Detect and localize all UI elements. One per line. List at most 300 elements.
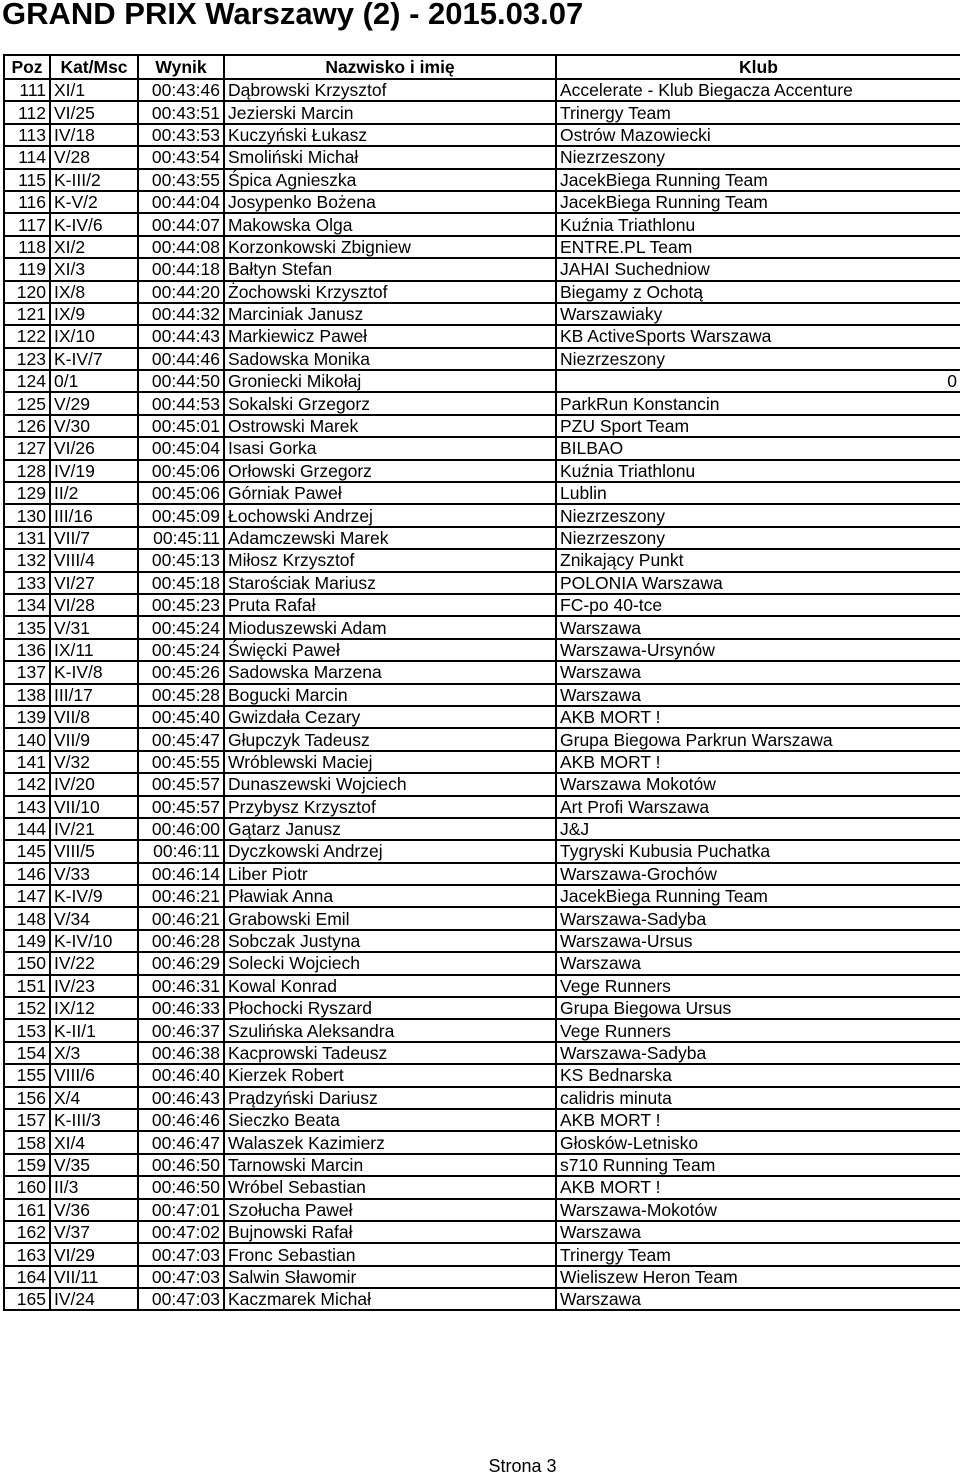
cell-name: Isasi Gorka	[224, 437, 556, 459]
table-row	[4, 751, 960, 773]
table-row	[4, 213, 960, 235]
cell-name: Kacprowski Tadeusz	[224, 1042, 556, 1064]
cell-position: 117	[4, 213, 50, 235]
cell-position: 143	[4, 796, 50, 818]
cell-result: 00:44:46	[138, 348, 224, 370]
cell-club: Warszawa-Ursus	[556, 930, 960, 952]
cell-position: 121	[4, 303, 50, 325]
cell-category: IX/10	[50, 325, 138, 347]
cell-name: Łochowski Andrzej	[224, 504, 556, 526]
cell-name: Głupczyk Tadeusz	[224, 728, 556, 750]
cell-position: 165	[4, 1288, 50, 1310]
cell-position: 113	[4, 124, 50, 146]
cell-position: 112	[4, 101, 50, 123]
cell-name: Wróbel Sebastian	[224, 1176, 556, 1198]
cell-position: 149	[4, 930, 50, 952]
cell-club: Niezrzeszony	[556, 527, 960, 549]
table-header-row	[4, 55, 960, 79]
cell-result: 00:44:08	[138, 236, 224, 258]
cell-name: Kowal Konrad	[224, 975, 556, 997]
cell-category: VI/29	[50, 1243, 138, 1265]
cell-result: 00:46:28	[138, 930, 224, 952]
cell-name: Solecki Wojciech	[224, 952, 556, 974]
table-row	[4, 594, 960, 616]
cell-category: VII/7	[50, 527, 138, 549]
cell-result: 00:46:11	[138, 840, 224, 862]
cell-name: Sokalski Grzegorz	[224, 392, 556, 414]
cell-category: K-III/3	[50, 1109, 138, 1131]
cell-club: Biegamy z Ochotą	[556, 281, 960, 303]
table-row	[4, 370, 960, 392]
table-row	[4, 325, 960, 347]
cell-position: 161	[4, 1199, 50, 1221]
cell-result: 00:45:40	[138, 706, 224, 728]
table-row	[4, 1019, 960, 1041]
results-table	[3, 54, 960, 1311]
cell-category: V/34	[50, 907, 138, 929]
cell-result: 00:46:33	[138, 997, 224, 1019]
cell-position: 131	[4, 527, 50, 549]
cell-club: Kuźnia Triathlonu	[556, 460, 960, 482]
cell-category: VIII/5	[50, 840, 138, 862]
cell-category: IV/22	[50, 952, 138, 974]
header-category: Kat/Msc	[50, 55, 138, 79]
cell-result: 00:45:55	[138, 751, 224, 773]
table-row	[4, 1176, 960, 1198]
table-row	[4, 1109, 960, 1131]
cell-category: XI/1	[50, 79, 138, 101]
cell-club: Warszawa	[556, 952, 960, 974]
cell-name: Adamczewski Marek	[224, 527, 556, 549]
cell-position: 142	[4, 773, 50, 795]
cell-name: Marciniak Janusz	[224, 303, 556, 325]
cell-result: 00:43:54	[138, 146, 224, 168]
table-row	[4, 1243, 960, 1265]
cell-club: Warszawa-Ursynów	[556, 639, 960, 661]
cell-result: 00:44:20	[138, 281, 224, 303]
cell-result: 00:46:29	[138, 952, 224, 974]
table-row	[4, 997, 960, 1019]
cell-club: 0	[556, 370, 960, 392]
cell-result: 00:44:53	[138, 392, 224, 414]
cell-name: Pławiak Anna	[224, 885, 556, 907]
cell-club: Grupa Biegowa Ursus	[556, 997, 960, 1019]
cell-name: Dyczkowski Andrzej	[224, 840, 556, 862]
table-row	[4, 146, 960, 168]
cell-name: Miłosz Krzysztof	[224, 549, 556, 571]
cell-name: Josypenko Bożena	[224, 191, 556, 213]
cell-category: IV/23	[50, 975, 138, 997]
cell-position: 150	[4, 952, 50, 974]
cell-club: Ostrów Mazowiecki	[556, 124, 960, 146]
cell-category: XI/4	[50, 1131, 138, 1153]
cell-name: Grabowski Emil	[224, 907, 556, 929]
cell-position: 130	[4, 504, 50, 526]
cell-result: 00:45:09	[138, 504, 224, 526]
cell-position: 162	[4, 1221, 50, 1243]
cell-category: V/36	[50, 1199, 138, 1221]
cell-result: 00:45:06	[138, 460, 224, 482]
table-row	[4, 952, 960, 974]
cell-position: 114	[4, 146, 50, 168]
cell-result: 00:45:11	[138, 527, 224, 549]
cell-name: Sadowska Monika	[224, 348, 556, 370]
cell-result: 00:47:01	[138, 1199, 224, 1221]
table-row	[4, 863, 960, 885]
cell-club: KS Bednarska	[556, 1064, 960, 1086]
cell-position: 118	[4, 236, 50, 258]
cell-club: Warszawa	[556, 1221, 960, 1243]
cell-position: 119	[4, 258, 50, 280]
cell-club: AKB MORT !	[556, 1109, 960, 1131]
cell-position: 140	[4, 728, 50, 750]
cell-club: AKB MORT !	[556, 706, 960, 728]
cell-result: 00:43:55	[138, 169, 224, 191]
cell-club: J&J	[556, 818, 960, 840]
cell-name: Bujnowski Rafał	[224, 1221, 556, 1243]
cell-result: 00:46:00	[138, 818, 224, 840]
cell-result: 00:45:23	[138, 594, 224, 616]
cell-category: V/29	[50, 392, 138, 414]
cell-name: Liber Piotr	[224, 863, 556, 885]
cell-name: Gwizdała Cezary	[224, 706, 556, 728]
cell-club: Kuźnia Triathlonu	[556, 213, 960, 235]
table-row	[4, 191, 960, 213]
table-row	[4, 818, 960, 840]
cell-result: 00:45:28	[138, 684, 224, 706]
cell-result: 00:43:53	[138, 124, 224, 146]
table-row	[4, 124, 960, 146]
cell-result: 00:45:57	[138, 773, 224, 795]
table-row	[4, 392, 960, 414]
cell-name: Gątarz Janusz	[224, 818, 556, 840]
cell-position: 115	[4, 169, 50, 191]
cell-result: 00:45:04	[138, 437, 224, 459]
cell-result: 00:46:50	[138, 1154, 224, 1176]
cell-result: 00:46:14	[138, 863, 224, 885]
table-row	[4, 840, 960, 862]
table-row	[4, 348, 960, 370]
cell-result: 00:47:03	[138, 1243, 224, 1265]
cell-name: Smoliński Michał	[224, 146, 556, 168]
cell-category: XI/2	[50, 236, 138, 258]
cell-category: 0/1	[50, 370, 138, 392]
cell-position: 158	[4, 1131, 50, 1153]
cell-category: III/16	[50, 504, 138, 526]
cell-club: Niezrzeszony	[556, 504, 960, 526]
table-row	[4, 930, 960, 952]
cell-club: Grupa Biegowa Parkrun Warszawa	[556, 728, 960, 750]
cell-name: Fronc Sebastian	[224, 1243, 556, 1265]
table-row	[4, 572, 960, 594]
cell-club: Wieliszew Heron Team	[556, 1266, 960, 1288]
cell-category: IX/12	[50, 997, 138, 1019]
cell-name: Groniecki Mikołaj	[224, 370, 556, 392]
cell-club: ENTRE.PL Team	[556, 236, 960, 258]
table-row	[4, 527, 960, 549]
cell-club: Warszawa	[556, 616, 960, 638]
table-row	[4, 1064, 960, 1086]
table-row	[4, 1131, 960, 1153]
cell-name: Makowska Olga	[224, 213, 556, 235]
cell-position: 120	[4, 281, 50, 303]
cell-name: Markiewicz Paweł	[224, 325, 556, 347]
cell-club: Niezrzeszony	[556, 146, 960, 168]
table-row	[4, 1199, 960, 1221]
cell-name: Tarnowski Marcin	[224, 1154, 556, 1176]
cell-category: IX/8	[50, 281, 138, 303]
cell-name: Płochocki Ryszard	[224, 997, 556, 1019]
cell-position: 135	[4, 616, 50, 638]
cell-category: VII/9	[50, 728, 138, 750]
cell-position: 152	[4, 997, 50, 1019]
cell-category: K-II/1	[50, 1019, 138, 1041]
cell-club: Warszawiaky	[556, 303, 960, 325]
cell-position: 155	[4, 1064, 50, 1086]
cell-result: 00:46:43	[138, 1087, 224, 1109]
table-row	[4, 616, 960, 638]
cell-club: Warszawa	[556, 684, 960, 706]
cell-result: 00:47:03	[138, 1266, 224, 1288]
cell-name: Wróblewski Maciej	[224, 751, 556, 773]
cell-category: K-IV/8	[50, 661, 138, 683]
cell-position: 156	[4, 1087, 50, 1109]
cell-category: K-IV/9	[50, 885, 138, 907]
cell-club: Tygryski Kubusia Puchatka	[556, 840, 960, 862]
cell-name: Orłowski Grzegorz	[224, 460, 556, 482]
header-position: Poz	[4, 55, 50, 79]
cell-club: Art Profi Warszawa	[556, 796, 960, 818]
cell-category: V/31	[50, 616, 138, 638]
cell-club: JacekBiega Running Team	[556, 191, 960, 213]
results-body	[4, 79, 960, 1310]
table-row	[4, 1288, 960, 1310]
table-row	[4, 549, 960, 571]
table-row	[4, 1266, 960, 1288]
table-row	[4, 236, 960, 258]
cell-name: Walaszek Kazimierz	[224, 1131, 556, 1153]
cell-category: II/2	[50, 482, 138, 504]
cell-name: Mioduszewski Adam	[224, 616, 556, 638]
cell-category: IV/18	[50, 124, 138, 146]
cell-club: Niezrzeszony	[556, 348, 960, 370]
cell-name: Sobczak Justyna	[224, 930, 556, 952]
cell-name: Jezierski Marcin	[224, 101, 556, 123]
cell-result: 00:46:47	[138, 1131, 224, 1153]
cell-name: Górniak Paweł	[224, 482, 556, 504]
table-row	[4, 1042, 960, 1064]
cell-name: Kaczmarek Michał	[224, 1288, 556, 1310]
cell-club: Warszawa Mokotów	[556, 773, 960, 795]
cell-position: 125	[4, 392, 50, 414]
cell-position: 148	[4, 907, 50, 929]
cell-name: Starościak Mariusz	[224, 572, 556, 594]
cell-category: V/35	[50, 1154, 138, 1176]
table-row	[4, 169, 960, 191]
cell-club: Trinergy Team	[556, 101, 960, 123]
table-row	[4, 639, 960, 661]
table-row	[4, 303, 960, 325]
cell-result: 00:44:50	[138, 370, 224, 392]
cell-result: 00:46:46	[138, 1109, 224, 1131]
cell-result: 00:46:31	[138, 975, 224, 997]
table-row	[4, 728, 960, 750]
cell-category: V/28	[50, 146, 138, 168]
header-result: Wynik	[138, 55, 224, 79]
cell-club: POLONIA Warszawa	[556, 572, 960, 594]
cell-club: PZU Sport Team	[556, 415, 960, 437]
cell-category: K-V/2	[50, 191, 138, 213]
cell-club: KB ActiveSports Warszawa	[556, 325, 960, 347]
cell-result: 00:44:43	[138, 325, 224, 347]
cell-category: X/4	[50, 1087, 138, 1109]
header-name: Nazwisko i imię	[224, 55, 556, 79]
table-row	[4, 79, 960, 101]
cell-position: 139	[4, 706, 50, 728]
cell-category: VI/25	[50, 101, 138, 123]
cell-category: II/3	[50, 1176, 138, 1198]
cell-result: 00:44:07	[138, 213, 224, 235]
cell-category: VII/11	[50, 1266, 138, 1288]
cell-position: 160	[4, 1176, 50, 1198]
cell-result: 00:45:47	[138, 728, 224, 750]
cell-result: 00:46:50	[138, 1176, 224, 1198]
table-row	[4, 281, 960, 303]
cell-result: 00:44:04	[138, 191, 224, 213]
cell-position: 134	[4, 594, 50, 616]
cell-category: IX/11	[50, 639, 138, 661]
cell-name: Bałtyn Stefan	[224, 258, 556, 280]
cell-category: V/37	[50, 1221, 138, 1243]
cell-category: K-III/2	[50, 169, 138, 191]
cell-position: 164	[4, 1266, 50, 1288]
cell-category: V/32	[50, 751, 138, 773]
cell-club: s710 Running Team	[556, 1154, 960, 1176]
cell-position: 153	[4, 1019, 50, 1041]
cell-position: 137	[4, 661, 50, 683]
cell-club: BILBAO	[556, 437, 960, 459]
cell-category: VI/28	[50, 594, 138, 616]
cell-position: 147	[4, 885, 50, 907]
cell-position: 129	[4, 482, 50, 504]
cell-name: Święcki Paweł	[224, 639, 556, 661]
cell-result: 00:45:18	[138, 572, 224, 594]
table-row	[4, 907, 960, 929]
cell-club: Accelerate - Klub Biegacza Accenture	[556, 79, 960, 101]
cell-category: VIII/4	[50, 549, 138, 571]
cell-club: AKB MORT !	[556, 1176, 960, 1198]
table-row	[4, 504, 960, 526]
cell-result: 00:46:38	[138, 1042, 224, 1064]
cell-name: Sadowska Marzena	[224, 661, 556, 683]
cell-name: Prądzyński Dariusz	[224, 1087, 556, 1109]
header-club: Klub	[556, 55, 960, 79]
cell-club: Lublin	[556, 482, 960, 504]
table-row	[4, 482, 960, 504]
table-row	[4, 258, 960, 280]
cell-result: 00:43:51	[138, 101, 224, 123]
cell-position: 116	[4, 191, 50, 213]
table-row	[4, 415, 960, 437]
cell-category: IV/24	[50, 1288, 138, 1310]
cell-position: 126	[4, 415, 50, 437]
table-row	[4, 101, 960, 123]
cell-result: 00:45:01	[138, 415, 224, 437]
cell-position: 157	[4, 1109, 50, 1131]
cell-name: Salwin Sławomir	[224, 1266, 556, 1288]
cell-result: 00:47:03	[138, 1288, 224, 1310]
cell-club: Warszawa-Sadyba	[556, 907, 960, 929]
cell-result: 00:45:24	[138, 616, 224, 638]
cell-club: JacekBiega Running Team	[556, 169, 960, 191]
cell-position: 145	[4, 840, 50, 862]
cell-name: Kuczyński Łukasz	[224, 124, 556, 146]
page-number: Strona 3	[488, 1456, 557, 1476]
cell-club: JacekBiega Running Team	[556, 885, 960, 907]
cell-category: VIII/6	[50, 1064, 138, 1086]
cell-position: 111	[4, 79, 50, 101]
cell-position: 123	[4, 348, 50, 370]
cell-category: VI/27	[50, 572, 138, 594]
cell-category: K-IV/7	[50, 348, 138, 370]
cell-position: 163	[4, 1243, 50, 1265]
cell-result: 00:46:21	[138, 907, 224, 929]
cell-result: 00:45:13	[138, 549, 224, 571]
cell-club: Vege Runners	[556, 1019, 960, 1041]
cell-result: 00:46:40	[138, 1064, 224, 1086]
cell-name: Szołucha Paweł	[224, 1199, 556, 1221]
table-row	[4, 885, 960, 907]
cell-position: 141	[4, 751, 50, 773]
cell-name: Bogucki Marcin	[224, 684, 556, 706]
cell-club: Trinergy Team	[556, 1243, 960, 1265]
cell-category: VII/10	[50, 796, 138, 818]
cell-position: 151	[4, 975, 50, 997]
cell-name: Pruta Rafał	[224, 594, 556, 616]
cell-category: K-IV/10	[50, 930, 138, 952]
cell-name: Śpica Agnieszka	[224, 169, 556, 191]
cell-name: Dunaszewski Wojciech	[224, 773, 556, 795]
cell-category: XI/3	[50, 258, 138, 280]
table-row	[4, 773, 960, 795]
cell-club: AKB MORT !	[556, 751, 960, 773]
cell-category: IX/9	[50, 303, 138, 325]
cell-club: Głosków-Letnisko	[556, 1131, 960, 1153]
cell-name: Sieczko Beata	[224, 1109, 556, 1131]
cell-club: Warszawa-Sadyba	[556, 1042, 960, 1064]
cell-category: VII/8	[50, 706, 138, 728]
table-row	[4, 684, 960, 706]
cell-result: 00:45:26	[138, 661, 224, 683]
cell-result: 00:45:06	[138, 482, 224, 504]
table-row	[4, 1087, 960, 1109]
cell-category: V/33	[50, 863, 138, 885]
cell-result: 00:45:57	[138, 796, 224, 818]
table-row	[4, 460, 960, 482]
cell-result: 00:45:24	[138, 639, 224, 661]
table-row	[4, 796, 960, 818]
cell-club: Warszawa	[556, 661, 960, 683]
table-row	[4, 661, 960, 683]
table-row	[4, 1221, 960, 1243]
cell-position: 136	[4, 639, 50, 661]
cell-position: 124	[4, 370, 50, 392]
cell-result: 00:44:32	[138, 303, 224, 325]
cell-name: Kierzek Robert	[224, 1064, 556, 1086]
cell-club: Znikający Punkt	[556, 549, 960, 571]
cell-position: 133	[4, 572, 50, 594]
cell-name: Ostrowski Marek	[224, 415, 556, 437]
